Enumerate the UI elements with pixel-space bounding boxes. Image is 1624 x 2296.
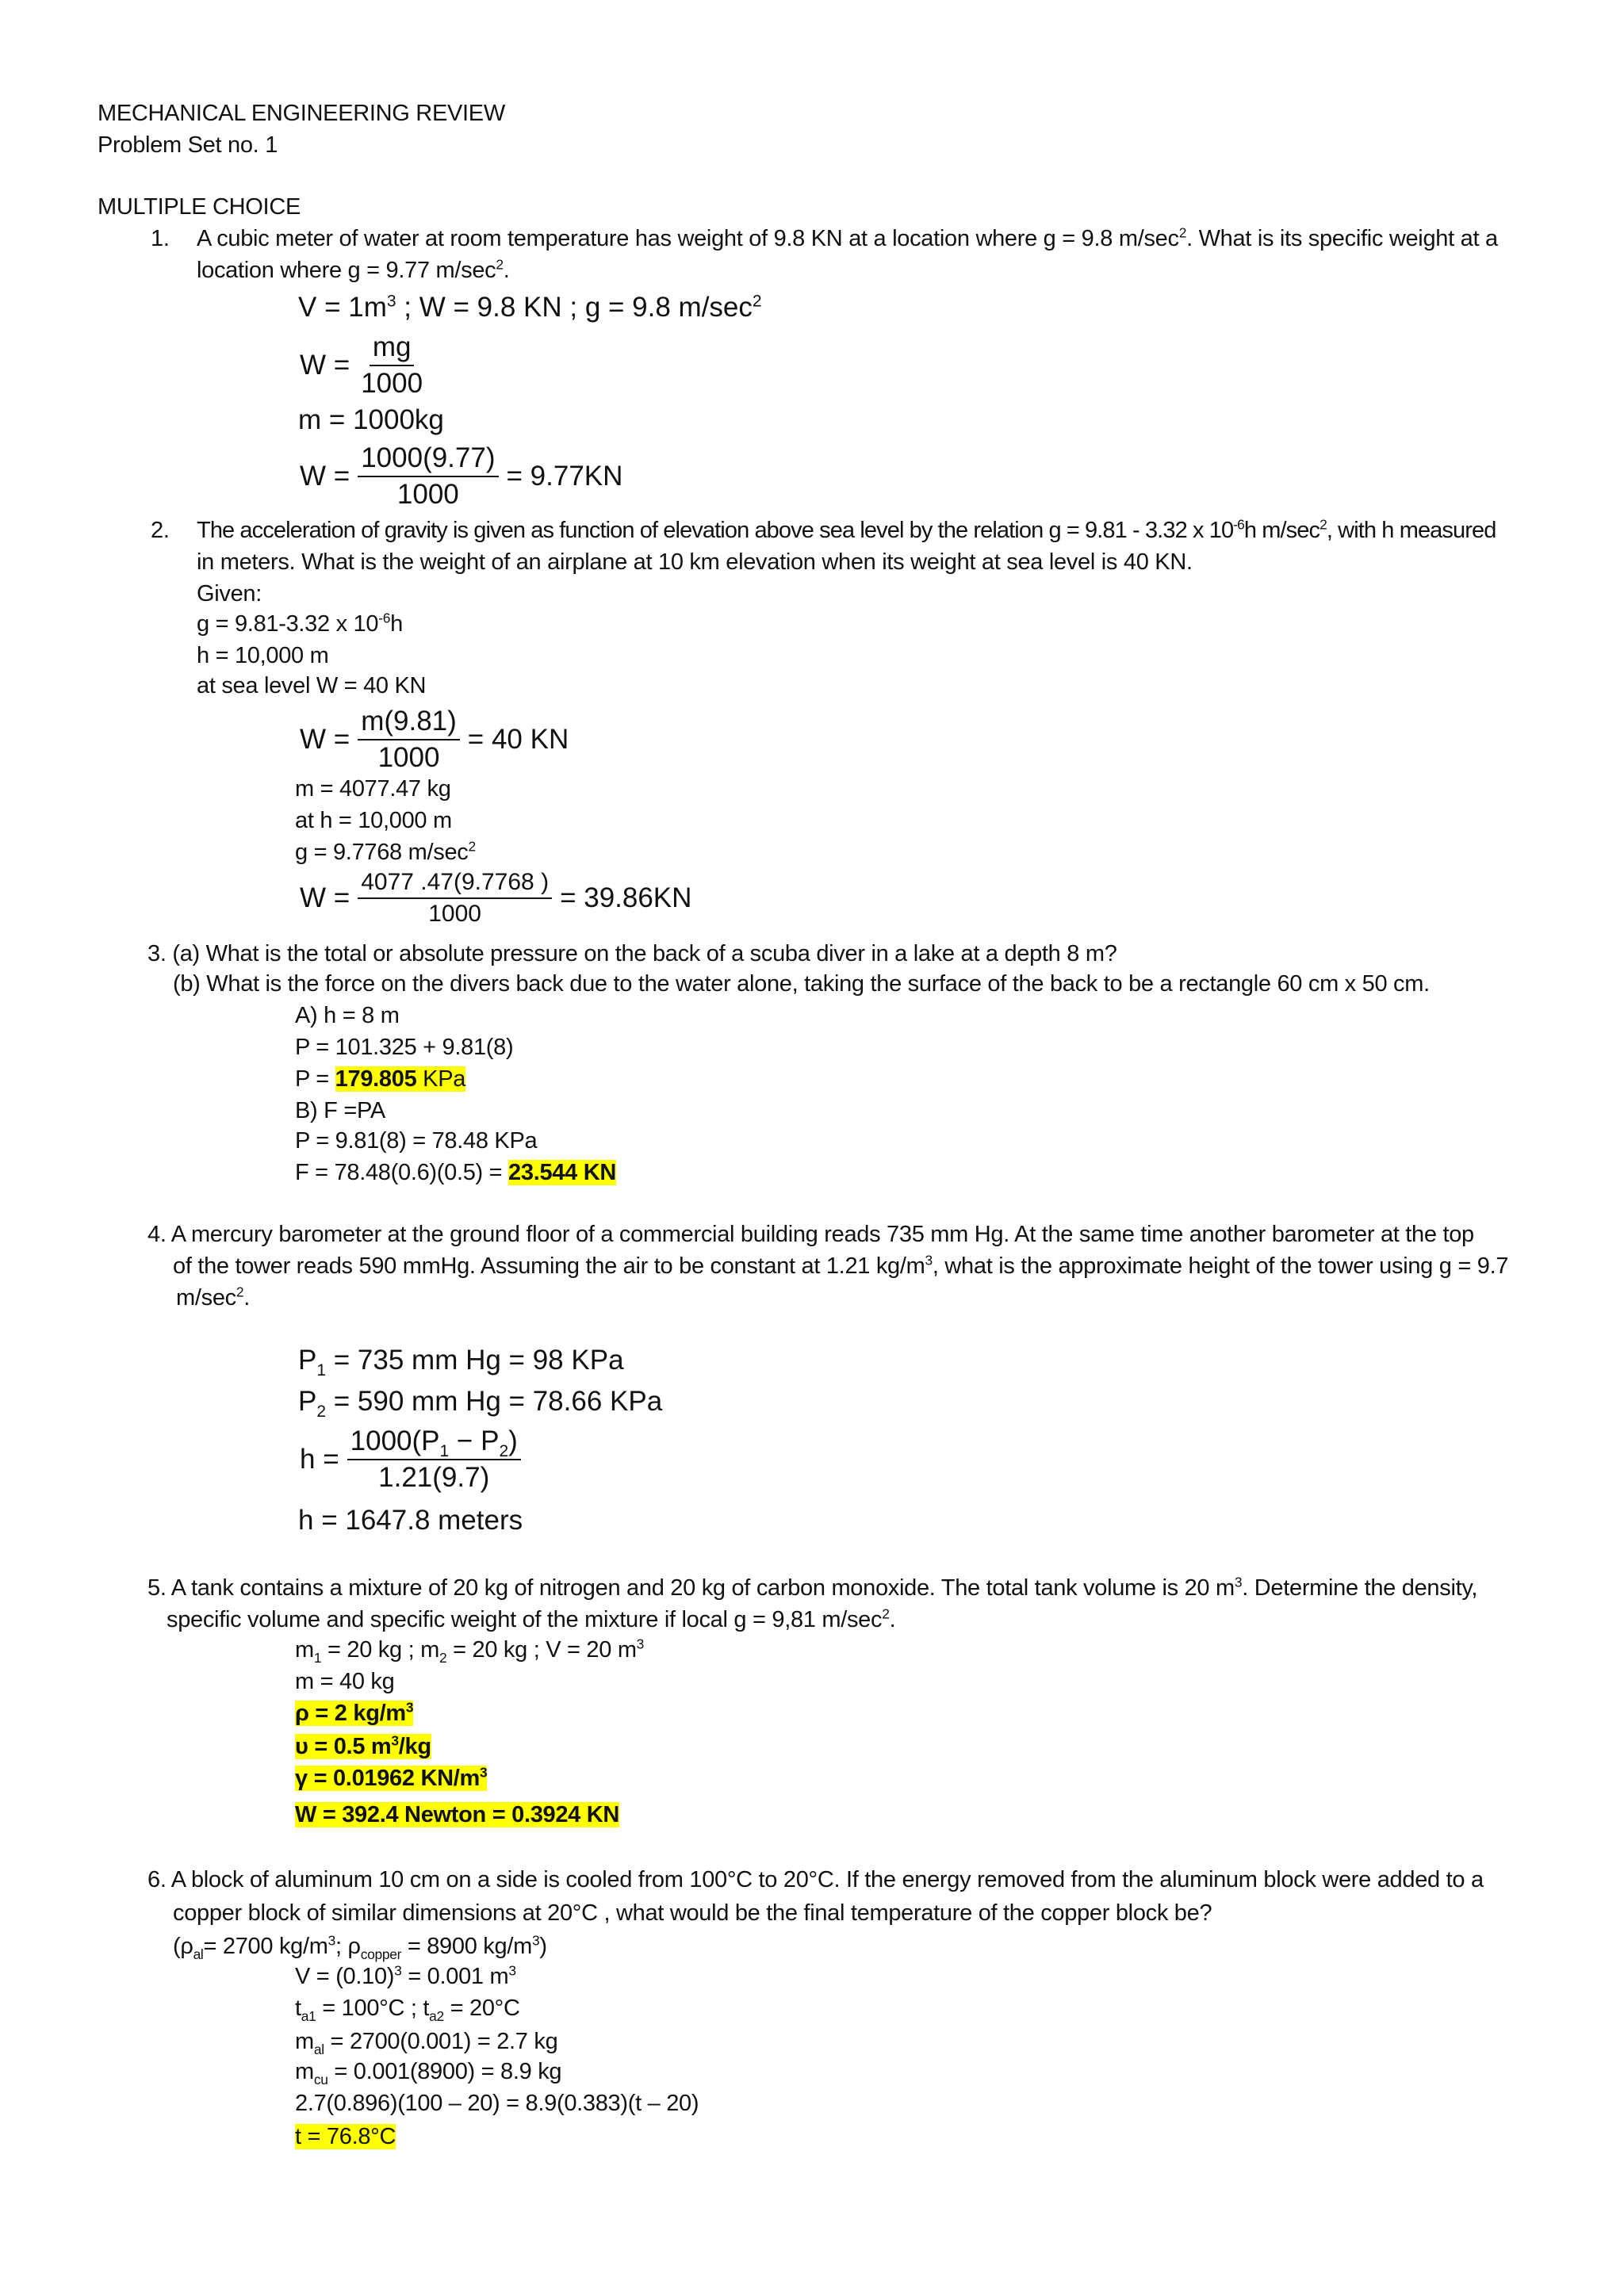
fraction-numerator: $1000(P_1 - P_2)$ (347, 1425, 521, 1460)
doc-subtitle: Problem Set no. 1 (98, 132, 278, 158)
problem-2-equation-result (300, 869, 691, 928)
fraction-denominator: 1000 (377, 742, 440, 773)
problem-2-equation-mass (300, 706, 569, 774)
section-heading: MULTIPLE CHOICE (98, 194, 301, 220)
equation-lhs: W = (300, 350, 350, 381)
problem-4-height-answer: h = 1647.8 meters (298, 1505, 523, 1536)
problem-6-question-line1: 6. A block of aluminum 10 cm on a side is cooled from 100°C to 20°C. If the energy removed from the aluminum block were added to a (147, 1867, 1484, 1892)
problem-1-question-line1: A cubic meter of water at room temperature has weight of 9.8 KN at a location where g = 9.8 $m/\sec^2$. What is its specific weight at a (197, 224, 1498, 251)
problem-6-mass-copper: $m_{cu} = 0.001(8900) = 8.9$ kg (295, 2059, 562, 2087)
problem-4-equation-height (300, 1425, 521, 1494)
problem-2-sea-level-weight: at sea level W = 40 KN (197, 673, 427, 698)
fraction-denominator: 1000 (361, 368, 423, 399)
problem-2-question-line1: The acceleration of gravity is given as function of elevation above sea level by the relation g = 9.81 - 3.32 x $10^{-6}h$ $m/\sec^2$, with h measured (197, 516, 1496, 543)
problem-6-densities: ($\rho_{al}= 2700$ $kg/m^3$; $\rho_{copper} = 8900$ $kg/m^3$) (173, 1932, 547, 1962)
problem-6-volume: $V = (0.10)^3 = 0.001$ $m^3$ (295, 1962, 516, 1989)
answer-highlight: ρ = 2 $kg/m^3$ (295, 1699, 414, 1726)
problem-1-equation-result (300, 442, 622, 511)
doc-title: MECHANICAL ENGINEERING REVIEW (98, 101, 505, 126)
problem-2-height: h = 10,000 m (197, 643, 329, 668)
equation-rhs: = 9.77KN (506, 461, 623, 492)
problem-5-question-line2: specific volume and specific weight of the mixture if local g = 9,81 $m/\sec^2$. (167, 1605, 896, 1632)
problem-4-pressure-1: $P_1 = 735$ mm Hg = 98 KPa (298, 1345, 624, 1380)
equation-lhs: W = (300, 724, 350, 755)
equation-lhs: W = (300, 461, 350, 492)
answer-highlight: υ = 0.5 $m^3/kg$ (295, 1732, 431, 1759)
problem-3-line-force-answer: F = 78.48(0.6)(0.5) = 23.544 KN (295, 1160, 616, 1185)
problem-4-question-line1: 4. A mercury barometer at the ground floor of a commercial building reads 735 mm Hg. At the same time another barometer at the top (147, 1222, 1474, 1247)
problem-2-gravity: g = 9.81-3.32 x $10^{-6}h$ (197, 610, 403, 637)
fraction-numerator: mg (370, 331, 415, 366)
problem-3-line-force-formula: B) F =PA (295, 1098, 385, 1123)
fraction-numerator: m(9.81) (358, 706, 460, 740)
fraction-denominator: 1.21(9.7) (378, 1462, 490, 1493)
fraction (358, 869, 552, 928)
problem-1-given: $V = 1m^3$ ; W = 9.8 KN ; g = 9.8 $m/\sec^2$ (298, 292, 762, 323)
problem-1-number: 1. (151, 226, 170, 251)
problem-3-line-pressure-answer: P = 179.805 KPa (295, 1066, 466, 1092)
fraction (347, 1425, 521, 1494)
equation-rhs: = 40 KN (467, 724, 569, 755)
problem-5-specific-volume-answer (295, 1732, 431, 1762)
equation-rhs: = 39.86KN (560, 882, 692, 913)
problem-1-equation-weight (300, 331, 426, 400)
problem-4-question-line3: $m/\sec^2$. (176, 1284, 250, 1311)
problem-5-masses-volume: $m_1 = 20$ kg ; $m_2 = 20$ kg ; V = 20 $m^3$ (295, 1636, 645, 1666)
problem-2-gravity-at-height: g = 9.7768 $m/\sec^2$ (295, 838, 476, 865)
problem-2-given-label: Given: (197, 581, 262, 607)
problem-2-at-height: at h = 10,000 m (295, 808, 452, 833)
problem-1-question-line2: location where g = 9.77 $m/\sec^2$. (197, 256, 510, 283)
fraction-numerator: 4077 .47(9.7768 ) (358, 869, 552, 899)
problem-3-line-pressure-eq: P = 101.325 + 9.81(8) (295, 1035, 514, 1060)
fraction-numerator: 1000(9.77) (358, 442, 498, 477)
answer-highlight: W = 392.4 Newton = 0.3924 KN (295, 1802, 620, 1827)
problem-6-mass-aluminum: $m_{al} = 2700(0.001) = 2.7$ kg (295, 2029, 558, 2057)
problem-2-number: 2. (151, 518, 170, 543)
problem-6-question-line2: copper block of similar dimensions at 20°C , what would be the final temperature of the copper block be? (173, 1900, 1212, 1926)
problem-3-line-depth: A) h = 8 m (295, 1003, 400, 1028)
problem-5-total-mass: m = 40 kg (295, 1669, 395, 1694)
problem-5-density-answer (295, 1698, 413, 1728)
problem-6-temperatures: $t_{a1} = 100^\circ C$ ; $t_{a2} = 20^\circ C$ (295, 1996, 520, 2024)
problem-4-pressure-2: $P_2 = 590$ mm Hg = 78.66 KPa (298, 1386, 663, 1421)
problem-3-question-b: (b) What is the force on the divers back due to the water alone, taking the surface of the back to be a rectangle 60 cm x 50 cm. (173, 971, 1430, 997)
answer-highlight: 179.805 KPa (335, 1066, 466, 1092)
equation-lhs: W = (300, 882, 350, 913)
answer-highlight: 23.544 KN (508, 1160, 616, 1185)
problem-5-weight-answer (295, 1800, 619, 1830)
problem-1-mass: m = 1000kg (298, 404, 444, 435)
equation-lhs: h = (300, 1444, 339, 1475)
fraction-denominator: 1000 (428, 901, 481, 927)
problem-5-question-line1: 5. A tank contains a mixture of 20 kg of nitrogen and 20 kg of carbon monoxide. The total tank volume is 20 $m^3$. Determine the density, (147, 1574, 1478, 1601)
problem-2-question-line2: in meters. What is the weight of an airplane at 10 km elevation when its weight at sea level is 40 KN. (197, 549, 1193, 575)
fraction-denominator: 1000 (396, 479, 459, 510)
problem-4-question-line2: of the tower reads 590 mmHg. Assuming the air to be constant at 1.21 $kg/m^3$, what is the approximate height of the tower using g = 9.7 (173, 1252, 1509, 1279)
problem-3-line-gauge-pressure: P = 9.81(8) = 78.48 KPa (295, 1128, 538, 1154)
answer-highlight: γ = 0.01962 $KN/m^3$ (295, 1764, 488, 1791)
problem-6-temperature-answer (295, 2122, 396, 2152)
problem-3-question-a: 3. (a) What is the total or absolute pressure on the back of a scuba diver in a lake at a depth 8 m? (147, 941, 1117, 966)
fraction (358, 331, 426, 400)
answer-highlight: t = 76.8°C (295, 2124, 396, 2149)
fraction (358, 442, 498, 511)
problem-6-energy-balance: 2.7(0.896)(100 – 20) = 8.9(0.383)(t – 20) (295, 2091, 699, 2116)
fraction (358, 706, 460, 774)
problem-2-mass: m = 4077.47 kg (295, 776, 451, 802)
problem-5-specific-weight-answer (295, 1763, 487, 1793)
